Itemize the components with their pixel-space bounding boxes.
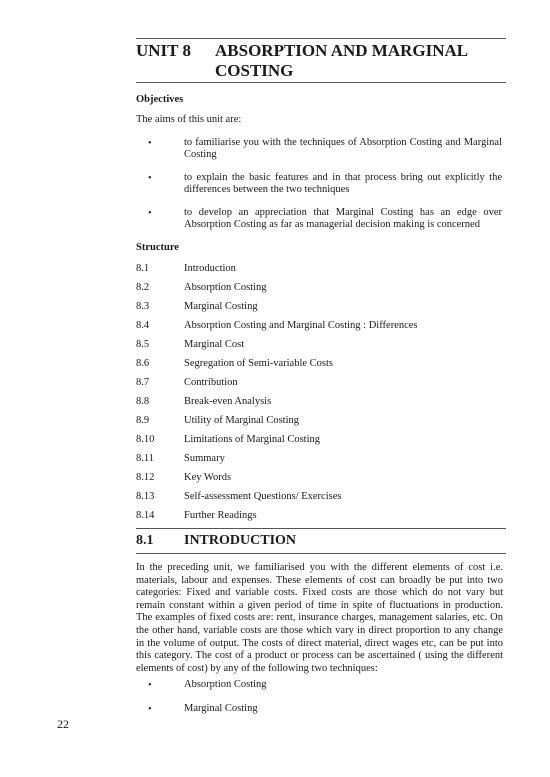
bullet-icon: • bbox=[148, 138, 152, 149]
toc-title: Marginal Cost bbox=[184, 339, 245, 350]
toc-title: Absorption Costing and Marginal Costing : Differences bbox=[184, 320, 418, 331]
toc-item bbox=[136, 339, 506, 353]
toc-number: 8.8 bbox=[136, 396, 150, 407]
toc-number: 8.12 bbox=[136, 472, 155, 483]
toc-item bbox=[136, 358, 506, 372]
toc-item bbox=[136, 320, 506, 334]
toc-title: Limitations of Marginal Costing bbox=[184, 434, 321, 445]
unit-name: ABSORPTION AND MARGINAL COSTING bbox=[215, 41, 468, 80]
toc-title: Key Words bbox=[184, 472, 232, 483]
toc-number: 8.6 bbox=[136, 358, 150, 369]
toc-number: 8.7 bbox=[136, 377, 150, 388]
toc-title: Absorption Costing bbox=[184, 282, 267, 293]
toc-item bbox=[136, 263, 506, 277]
toc-number: 8.13 bbox=[136, 491, 155, 502]
bullet-icon: • bbox=[148, 208, 152, 219]
unit-number: UNIT 8 bbox=[136, 41, 191, 60]
toc-number: 8.4 bbox=[136, 320, 150, 331]
title-top-rule bbox=[136, 38, 506, 39]
toc-item bbox=[136, 491, 506, 505]
objective-item: to familiarise you with the techniques of Absorption Costing and Marginal Costing bbox=[184, 137, 502, 160]
toc-title: Segregation of Semi-variable Costs bbox=[184, 358, 334, 369]
toc-title: Further Readings bbox=[184, 510, 257, 521]
toc-title: Break-even Analysis bbox=[184, 396, 272, 407]
toc-item bbox=[136, 282, 506, 296]
toc-number: 8.3 bbox=[136, 301, 150, 312]
objective-item: to develop an appreciation that Marginal Costing has an edge over Absorption Costing as far as managerial decision making is concerned bbox=[184, 207, 502, 230]
intro-paragraph: In the preceding unit, we familiarised you with the different elements of cost i.e. materials, labour and expenses. These elements of cost can broadly be put into two categories: Fixed and variable costs. Fixed costs are those which do not vary but remain constant within a given period of time in spite of fluctuations in production. The examples of fixed costs are: rent, insurance charges, management salaries, etc. On the other hand, variable costs are those which vary in direct proportion to any change in the volume of output. The costs of direct material, direct wages etc, can be put into this category. The cost of a product or process can be ascertained ( using the different elements of cost) by any of the following two techniques: bbox=[136, 562, 503, 674]
toc-number: 8.10 bbox=[136, 434, 155, 445]
technique-item: Absorption Costing bbox=[184, 679, 267, 690]
toc-number: 8.1 bbox=[136, 263, 150, 274]
toc-item bbox=[136, 472, 506, 486]
toc-number: 8.14 bbox=[136, 510, 155, 521]
section-title: INTRODUCTION bbox=[184, 533, 297, 548]
toc-title: Summary bbox=[184, 453, 225, 464]
objective-item: to explain the basic features and in that process bring out explicitly the differences between the two techniques bbox=[184, 172, 502, 195]
page-number: 22 bbox=[57, 717, 69, 731]
toc-number: 8.11 bbox=[136, 453, 154, 464]
toc-item bbox=[136, 301, 506, 315]
toc-number: 8.5 bbox=[136, 339, 150, 350]
toc-title: Utility of Marginal Costing bbox=[184, 415, 300, 426]
toc-item bbox=[136, 510, 506, 524]
section-number: 8.1 bbox=[136, 533, 154, 548]
toc-item bbox=[136, 434, 506, 448]
title-bottom-rule bbox=[136, 82, 506, 83]
section-bottom-rule bbox=[136, 553, 506, 554]
bullet-icon: • bbox=[148, 173, 152, 184]
technique-item: Marginal Costing bbox=[184, 703, 258, 714]
toc-item bbox=[136, 453, 506, 467]
toc-item bbox=[136, 415, 506, 429]
objectives-intro: The aims of this unit are: bbox=[136, 114, 242, 125]
bullet-icon: • bbox=[148, 704, 152, 715]
structure-heading: Structure bbox=[136, 242, 179, 253]
section-top-rule bbox=[136, 528, 506, 529]
toc-title: Introduction bbox=[184, 263, 236, 274]
toc-item bbox=[136, 377, 506, 391]
toc-title: Self-assessment Questions/ Exercises bbox=[184, 491, 342, 502]
toc-item bbox=[136, 396, 506, 410]
toc-number: 8.9 bbox=[136, 415, 150, 426]
toc-title: Marginal Costing bbox=[184, 301, 258, 312]
objectives-heading: Objectives bbox=[136, 94, 184, 105]
toc-number: 8.2 bbox=[136, 282, 150, 293]
toc-title: Contribution bbox=[184, 377, 238, 388]
bullet-icon: • bbox=[148, 680, 152, 691]
